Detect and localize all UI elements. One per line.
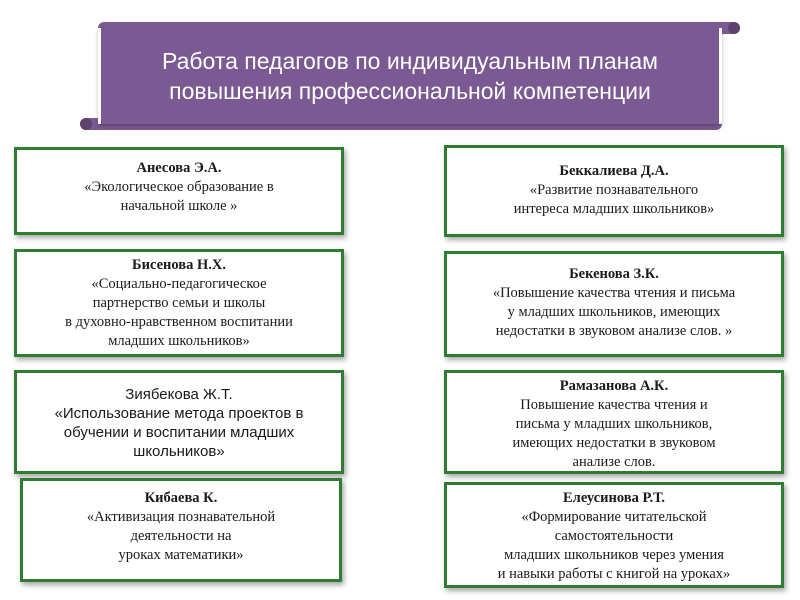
scroll-curl-right — [728, 22, 740, 34]
teacher-card-ziyabekova — [14, 370, 344, 474]
teacher-name: Бисенова Н.Х. — [132, 257, 226, 273]
teacher-card-anesova — [14, 147, 344, 235]
teacher-name: Анесова Э.А. — [136, 160, 222, 176]
teacher-name: Рамазанова А.К. — [559, 378, 669, 394]
teacher-topic: «Активизация познавательной деятельности на уроках математики» — [86, 509, 276, 563]
teacher-card-ramazanova — [444, 370, 784, 474]
teacher-name: Беккалиева Д.А. — [559, 163, 669, 179]
teacher-name: Елеусинова Р.Т. — [563, 490, 665, 506]
scroll-curl-left — [80, 118, 92, 130]
teacher-topic: «Использование метода проектов в обучении и воспитании младших школьников» — [54, 405, 304, 460]
page-title: Работа педагогов по индивидуальным планам повышения профессиональной компетенции — [162, 48, 658, 104]
title-panel — [98, 28, 722, 124]
teacher-topic: «Развитие познавательного интереса младших школьников» — [513, 182, 715, 217]
teacher-card-bekkalieva — [444, 145, 784, 237]
teacher-card-bisenova — [14, 249, 344, 357]
teacher-card-kibaeva — [20, 478, 342, 582]
teacher-topic: «Формирование читательской самостоятельности младших школьников через умения и навыки работы с книгой на уроках» — [497, 509, 731, 582]
teacher-name: Бекенова З.К. — [569, 266, 659, 282]
teacher-topic: Повышение качества чтения и письма у младших школьников, имеющих недостатки в звуковом анализе слов. — [512, 397, 716, 470]
teacher-topic: «Повышение качества чтения и письма у младших школьников, имеющих недостатки в звуковом анализе слов. » — [492, 285, 736, 339]
title-banner — [80, 22, 740, 130]
teacher-topic: «Социально-педагогическое партнерство семьи и школы в духовно-нравственном воспитании младших школьников» — [65, 276, 293, 349]
teacher-name: Кибаева К. — [144, 490, 218, 506]
teacher-card-eleusinova — [444, 482, 784, 588]
teacher-topic: «Экологическое образование в начальной школе » — [84, 179, 274, 214]
teacher-name: Зиябекова Ж.Т. — [125, 386, 233, 403]
teacher-card-bekenova — [444, 251, 784, 357]
